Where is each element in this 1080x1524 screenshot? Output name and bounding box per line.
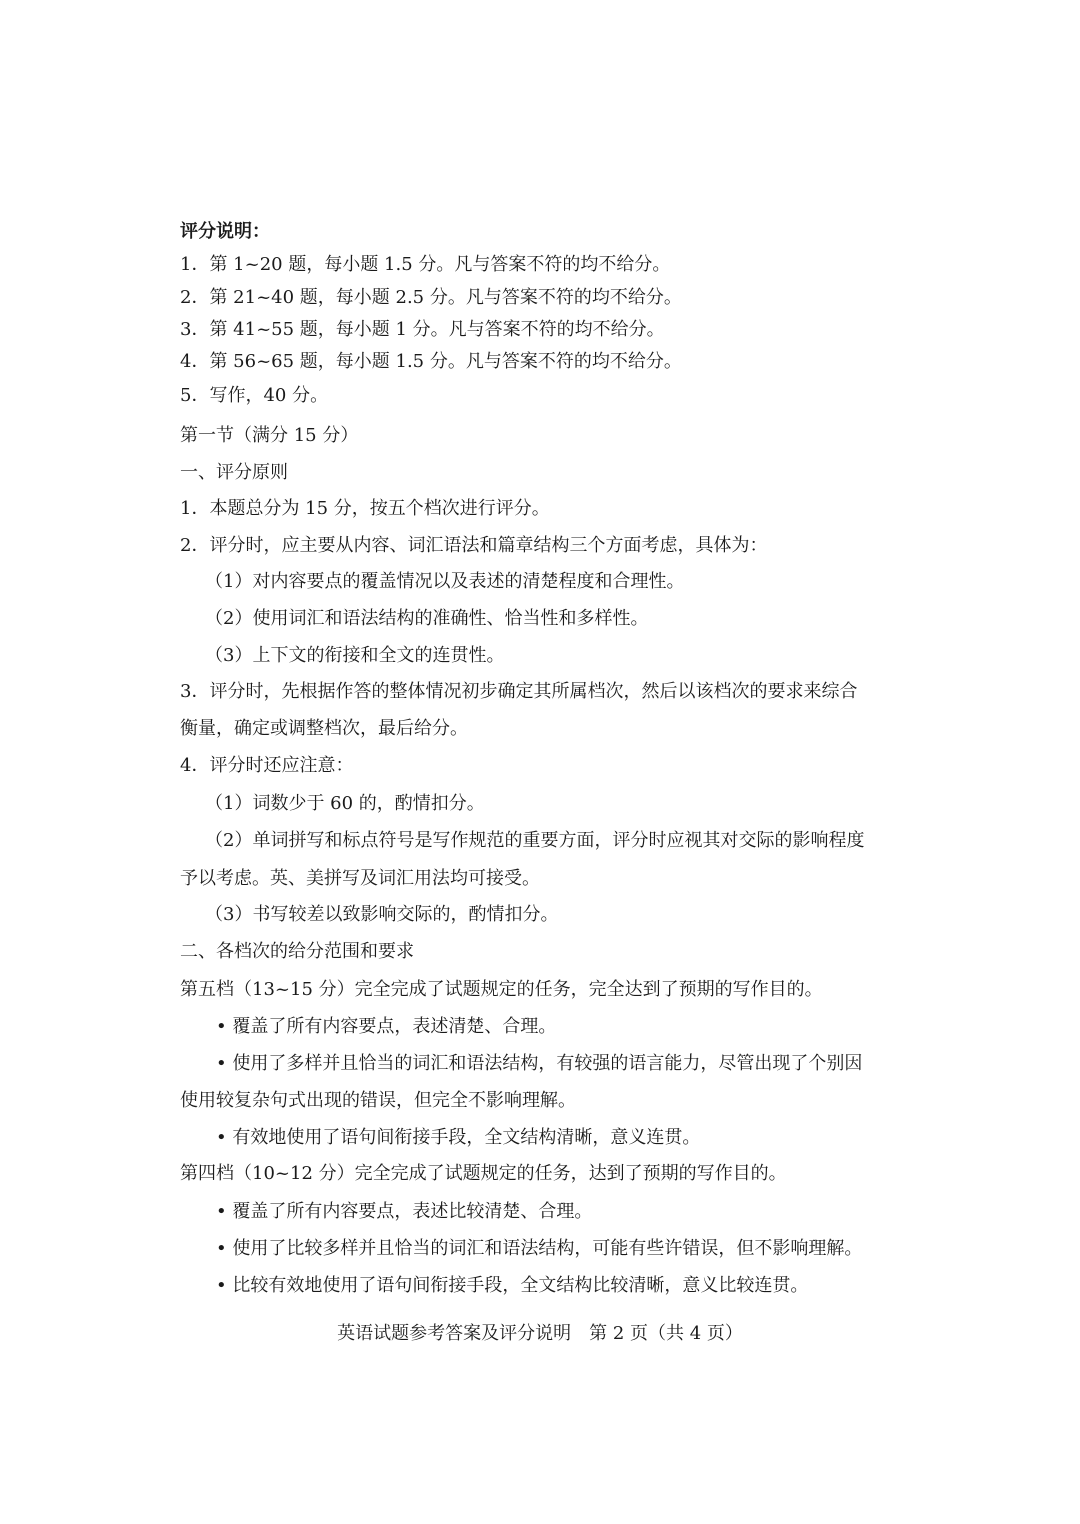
principle-item-4-sub-1: （1）词数少于 60 的，酌情扣分。 bbox=[205, 793, 485, 814]
tier-5-bullet-2-line-2: 使用较复杂句式出现的错误，但完全不影响理解。 bbox=[180, 1090, 576, 1111]
scoring-rule-1: 1．第 1~20 题，每小题 1.5 分。凡与答案不符的均不给分。 bbox=[180, 254, 671, 275]
tier-5-bullet-1: • 覆盖了所有内容要点，表述清楚、合理。 bbox=[216, 1016, 557, 1037]
principle-item-3-line-2: 衡量，确定或调整档次，最后给分。 bbox=[180, 718, 468, 739]
tier-4-label: 第四档（10~12 分）完全完成了试题规定的任务，达到了预期的写作目的。 bbox=[180, 1163, 787, 1184]
scoring-rule-2: 2．第 21~40 题，每小题 2.5 分。凡与答案不符的均不给分。 bbox=[180, 287, 682, 308]
principle-item-2: 2．评分时，应主要从内容、词汇语法和篇章结构三个方面考虑，具体为： bbox=[180, 535, 768, 556]
scoring-rule-5: 5．写作，40 分。 bbox=[180, 385, 329, 406]
tier-5-bullet-3: • 有效地使用了语句间衔接手段，全文结构清晰，意义连贯。 bbox=[216, 1127, 701, 1148]
principle-item-3-line-1: 3．评分时，先根据作答的整体情况初步确定其所属档次，然后以该档次的要求来综合 bbox=[180, 681, 858, 702]
tier-4-bullet-3: • 比较有效地使用了语句间衔接手段，全文结构比较清晰，意义比较连贯。 bbox=[216, 1275, 809, 1296]
principles-title: 一、评分原则 bbox=[180, 462, 288, 483]
page-footer: 英语试题参考答案及评分说明 第 2 页（共 4 页） bbox=[337, 1323, 743, 1344]
scoring-rule-4: 4．第 56~65 题，每小题 1.5 分。凡与答案不符的均不给分。 bbox=[180, 351, 682, 372]
section-heading: 评分说明： bbox=[180, 221, 270, 242]
tier-4-bullet-1: • 覆盖了所有内容要点，表述比较清楚、合理。 bbox=[216, 1201, 593, 1222]
principle-item-4-sub-3: （3）书写较差以致影响交际的，酌情扣分。 bbox=[205, 904, 559, 925]
principle-item-2-sub-2: （2）使用词汇和语法结构的准确性、恰当性和多样性。 bbox=[205, 608, 649, 629]
principle-item-4-sub-2-line-2: 予以考虑。英、美拼写及词汇用法均可接受。 bbox=[180, 868, 540, 889]
part-title: 第一节（满分 15 分） bbox=[180, 425, 359, 446]
principle-item-4-sub-2-line-1: （2）单词拼写和标点符号是写作规范的重要方面，评分时应视其对交际的影响程度 bbox=[205, 830, 865, 851]
tier-4-bullet-2: • 使用了比较多样并且恰当的词汇和语法结构，可能有些许错误，但不影响理解。 bbox=[216, 1238, 863, 1259]
tier-5-bullet-2-line-1: • 使用了多样并且恰当的词汇和语法结构，有较强的语言能力，尽管出现了个别因 bbox=[216, 1053, 863, 1074]
grades-title: 二、各档次的给分范围和要求 bbox=[180, 941, 414, 962]
tier-5-label: 第五档（13~15 分）完全完成了试题规定的任务，完全达到了预期的写作目的。 bbox=[180, 979, 823, 1000]
principle-item-2-sub-3: （3）上下文的衔接和全文的连贯性。 bbox=[205, 645, 505, 666]
scoring-rule-3: 3．第 41~55 题，每小题 1 分。凡与答案不符的均不给分。 bbox=[180, 319, 665, 340]
principle-item-4: 4．评分时还应注意： bbox=[180, 755, 354, 776]
principle-item-1: 1．本题总分为 15 分，按五个档次进行评分。 bbox=[180, 498, 550, 519]
principle-item-2-sub-1: （1）对内容要点的覆盖情况以及表述的清楚程度和合理性。 bbox=[205, 571, 685, 592]
